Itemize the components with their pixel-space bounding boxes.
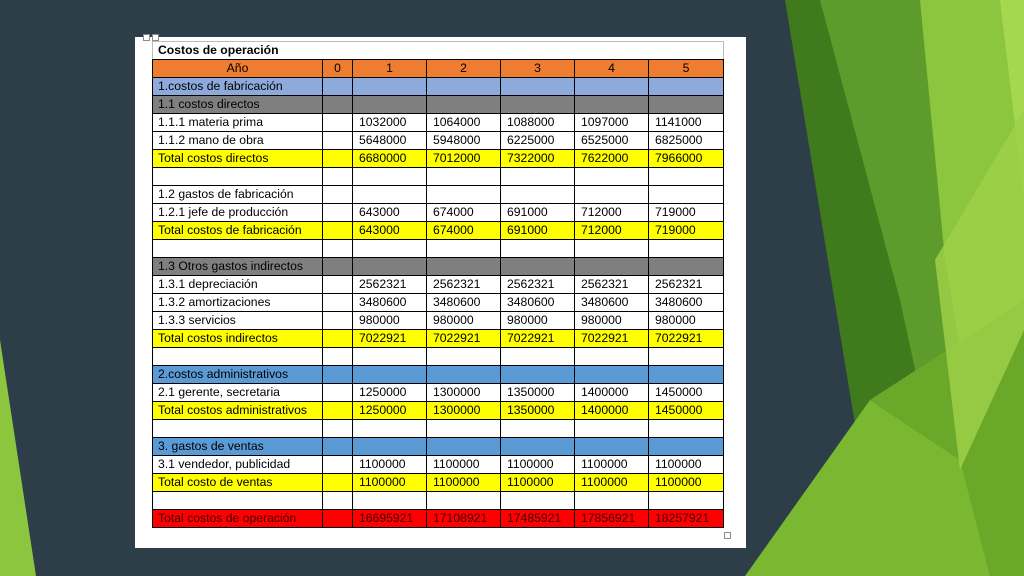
value-cell [323,366,353,384]
row-label-cell: 1.2.1 jefe de producción [153,204,323,222]
value-cell [323,168,353,186]
value-cell [501,348,575,366]
row-label-cell: Total costos indirectos [153,330,323,348]
value-cell: 712000 [575,204,649,222]
table-row [153,168,724,186]
value-cell [323,474,353,492]
table-row [153,402,724,420]
table-row [153,132,724,150]
value-cell: 1350000 [501,402,575,420]
table-row [153,96,724,114]
value-cell: 1032000 [353,114,427,132]
header-cell: 5 [649,60,724,78]
value-cell [323,420,353,438]
table-row [153,330,724,348]
row-label-cell: 1.1.2 mano de obra [153,132,323,150]
value-cell: 1100000 [427,474,501,492]
value-cell: 980000 [427,312,501,330]
value-cell [323,258,353,276]
value-cell [323,204,353,222]
value-cell [427,186,501,204]
value-cell: 2562321 [353,276,427,294]
value-cell [353,240,427,258]
value-cell [353,186,427,204]
value-cell: 712000 [575,222,649,240]
value-cell: 1100000 [353,474,427,492]
value-cell: 1100000 [575,474,649,492]
value-cell: 3480600 [575,294,649,312]
row-label-cell [153,492,323,510]
value-cell: 1100000 [649,456,724,474]
value-cell [575,492,649,510]
value-cell [649,78,724,96]
costs-table [152,41,724,528]
value-cell: 980000 [501,312,575,330]
row-label-cell: 1.costos de fabricación [153,78,323,96]
value-cell [323,132,353,150]
value-cell: 1141000 [649,114,724,132]
value-cell [575,258,649,276]
value-cell [649,420,724,438]
value-cell [353,96,427,114]
row-label-cell: Total costos de fabricación [153,222,323,240]
value-cell: 5948000 [427,132,501,150]
value-cell: 7022921 [501,330,575,348]
value-cell [353,348,427,366]
value-cell: 7966000 [649,150,724,168]
value-cell [501,366,575,384]
value-cell: 5648000 [353,132,427,150]
value-cell [649,492,724,510]
value-cell: 17856921 [575,510,649,528]
value-cell [649,366,724,384]
table-row [153,78,724,96]
value-cell [427,420,501,438]
value-cell [323,276,353,294]
year-header-row [153,60,724,78]
value-cell [353,168,427,186]
row-label-cell: Total costos administrativos [153,402,323,420]
value-cell: 674000 [427,204,501,222]
row-label-cell: Total costo de ventas [153,474,323,492]
value-cell [323,348,353,366]
value-cell: 1100000 [353,456,427,474]
row-label-cell: Total costos directos [153,150,323,168]
value-cell: 7022921 [649,330,724,348]
value-cell: 1450000 [649,384,724,402]
value-cell: 17108921 [427,510,501,528]
value-cell [649,168,724,186]
value-cell: 3480600 [649,294,724,312]
value-cell [323,96,353,114]
value-cell [323,240,353,258]
value-cell [323,510,353,528]
table-row [153,276,724,294]
value-cell [501,420,575,438]
value-cell [323,186,353,204]
value-cell [353,78,427,96]
value-cell: 2562321 [575,276,649,294]
value-cell: 980000 [575,312,649,330]
value-cell: 6825000 [649,132,724,150]
value-cell [323,402,353,420]
table-row [153,456,724,474]
table-row [153,294,724,312]
table-row [153,312,724,330]
table-row [153,114,724,132]
header-cell: 2 [427,60,501,78]
value-cell: 18257921 [649,510,724,528]
value-cell: 6680000 [353,150,427,168]
row-label-cell: 1.1 costos directos [153,96,323,114]
value-cell [427,240,501,258]
header-cell: Año [153,60,323,78]
value-cell: 1300000 [427,384,501,402]
value-cell [649,240,724,258]
header-cell: 3 [501,60,575,78]
table-row [153,258,724,276]
value-cell [323,294,353,312]
value-cell: 7022921 [353,330,427,348]
value-cell: 643000 [353,222,427,240]
table-row [153,150,724,168]
table-row [153,438,724,456]
value-cell [575,348,649,366]
value-cell: 1400000 [575,402,649,420]
value-cell: 691000 [501,204,575,222]
value-cell: 1300000 [427,402,501,420]
table-row [153,204,724,222]
value-cell [501,438,575,456]
value-cell [575,186,649,204]
table-row [153,222,724,240]
value-cell: 3480600 [353,294,427,312]
value-cell [575,168,649,186]
value-cell [575,438,649,456]
value-cell [353,420,427,438]
value-cell: 2562321 [501,276,575,294]
value-cell [501,168,575,186]
value-cell: 7022921 [575,330,649,348]
header-cell: 4 [575,60,649,78]
value-cell: 7622000 [575,150,649,168]
table-row [153,240,724,258]
value-cell [649,96,724,114]
value-cell: 16695921 [353,510,427,528]
table-title-row [153,42,724,60]
value-cell [323,312,353,330]
row-label-cell: 1.2 gastos de fabricación [153,186,323,204]
value-cell: 1450000 [649,402,724,420]
row-label-cell: 1.3.2 amortizaciones [153,294,323,312]
table-title: Costos de operación [153,42,724,60]
value-cell [323,384,353,402]
value-cell: 1400000 [575,384,649,402]
table-row [153,420,724,438]
value-cell [427,78,501,96]
row-label-cell: 1.3 Otros gastos indirectos [153,258,323,276]
row-label-cell: 2.costos administrativos [153,366,323,384]
value-cell: 1100000 [427,456,501,474]
table-row [153,366,724,384]
value-cell [575,420,649,438]
value-cell: 1350000 [501,384,575,402]
value-cell [501,78,575,96]
value-cell: 7022921 [427,330,501,348]
value-cell: 1100000 [501,474,575,492]
value-cell [427,438,501,456]
value-cell [323,150,353,168]
value-cell: 7012000 [427,150,501,168]
table-row [153,186,724,204]
value-cell: 980000 [353,312,427,330]
resize-handle-top[interactable] [152,34,159,41]
value-cell: 1100000 [575,456,649,474]
header-cell: 1 [353,60,427,78]
value-cell: 3480600 [501,294,575,312]
value-cell [501,186,575,204]
value-cell [501,240,575,258]
value-cell: 674000 [427,222,501,240]
value-cell [427,168,501,186]
value-cell [323,438,353,456]
row-label-cell [153,168,323,186]
value-cell [427,258,501,276]
table-row [153,474,724,492]
value-cell [649,438,724,456]
value-cell [649,258,724,276]
resize-handle-top-left[interactable] [143,34,150,41]
row-label-cell: Total costos de operación [153,510,323,528]
value-cell: 2562321 [649,276,724,294]
value-cell [323,456,353,474]
value-cell: 1250000 [353,384,427,402]
value-cell [323,114,353,132]
table-row [153,384,724,402]
value-cell: 691000 [501,222,575,240]
value-cell: 1097000 [575,114,649,132]
value-cell [353,258,427,276]
value-cell: 980000 [649,312,724,330]
value-cell [323,492,353,510]
value-cell [501,258,575,276]
table-row [153,492,724,510]
row-label-cell: 3. gastos de ventas [153,438,323,456]
value-cell [427,96,501,114]
value-cell [323,222,353,240]
value-cell: 643000 [353,204,427,222]
value-cell [323,330,353,348]
value-cell: 1100000 [649,474,724,492]
value-cell [353,492,427,510]
value-cell: 1250000 [353,402,427,420]
value-cell: 719000 [649,204,724,222]
value-cell [353,438,427,456]
value-cell: 1088000 [501,114,575,132]
row-label-cell: 1.1.1 materia prima [153,114,323,132]
table-row [153,348,724,366]
value-cell: 719000 [649,222,724,240]
value-cell: 2562321 [427,276,501,294]
value-cell [501,96,575,114]
value-cell [575,96,649,114]
value-cell [649,186,724,204]
value-cell [649,348,724,366]
value-cell [575,240,649,258]
value-cell [427,348,501,366]
value-cell: 6225000 [501,132,575,150]
value-cell [353,366,427,384]
row-label-cell: 2.1 gerente, secretaria [153,384,323,402]
row-label-cell: 1.3.3 servicios [153,312,323,330]
row-label-cell [153,240,323,258]
table-row [153,510,724,528]
resize-handle-bottom-right[interactable] [724,532,731,539]
row-label-cell: 1.3.1 depreciación [153,276,323,294]
value-cell: 3480600 [427,294,501,312]
value-cell [427,492,501,510]
value-cell [323,78,353,96]
row-label-cell [153,420,323,438]
row-label-cell [153,348,323,366]
value-cell [575,78,649,96]
value-cell: 1064000 [427,114,501,132]
value-cell [427,366,501,384]
header-cell: 0 [323,60,353,78]
value-cell [575,366,649,384]
value-cell: 17485921 [501,510,575,528]
value-cell [501,492,575,510]
value-cell: 1100000 [501,456,575,474]
value-cell: 6525000 [575,132,649,150]
row-label-cell: 3.1 vendedor, publicidad [153,456,323,474]
value-cell: 7322000 [501,150,575,168]
